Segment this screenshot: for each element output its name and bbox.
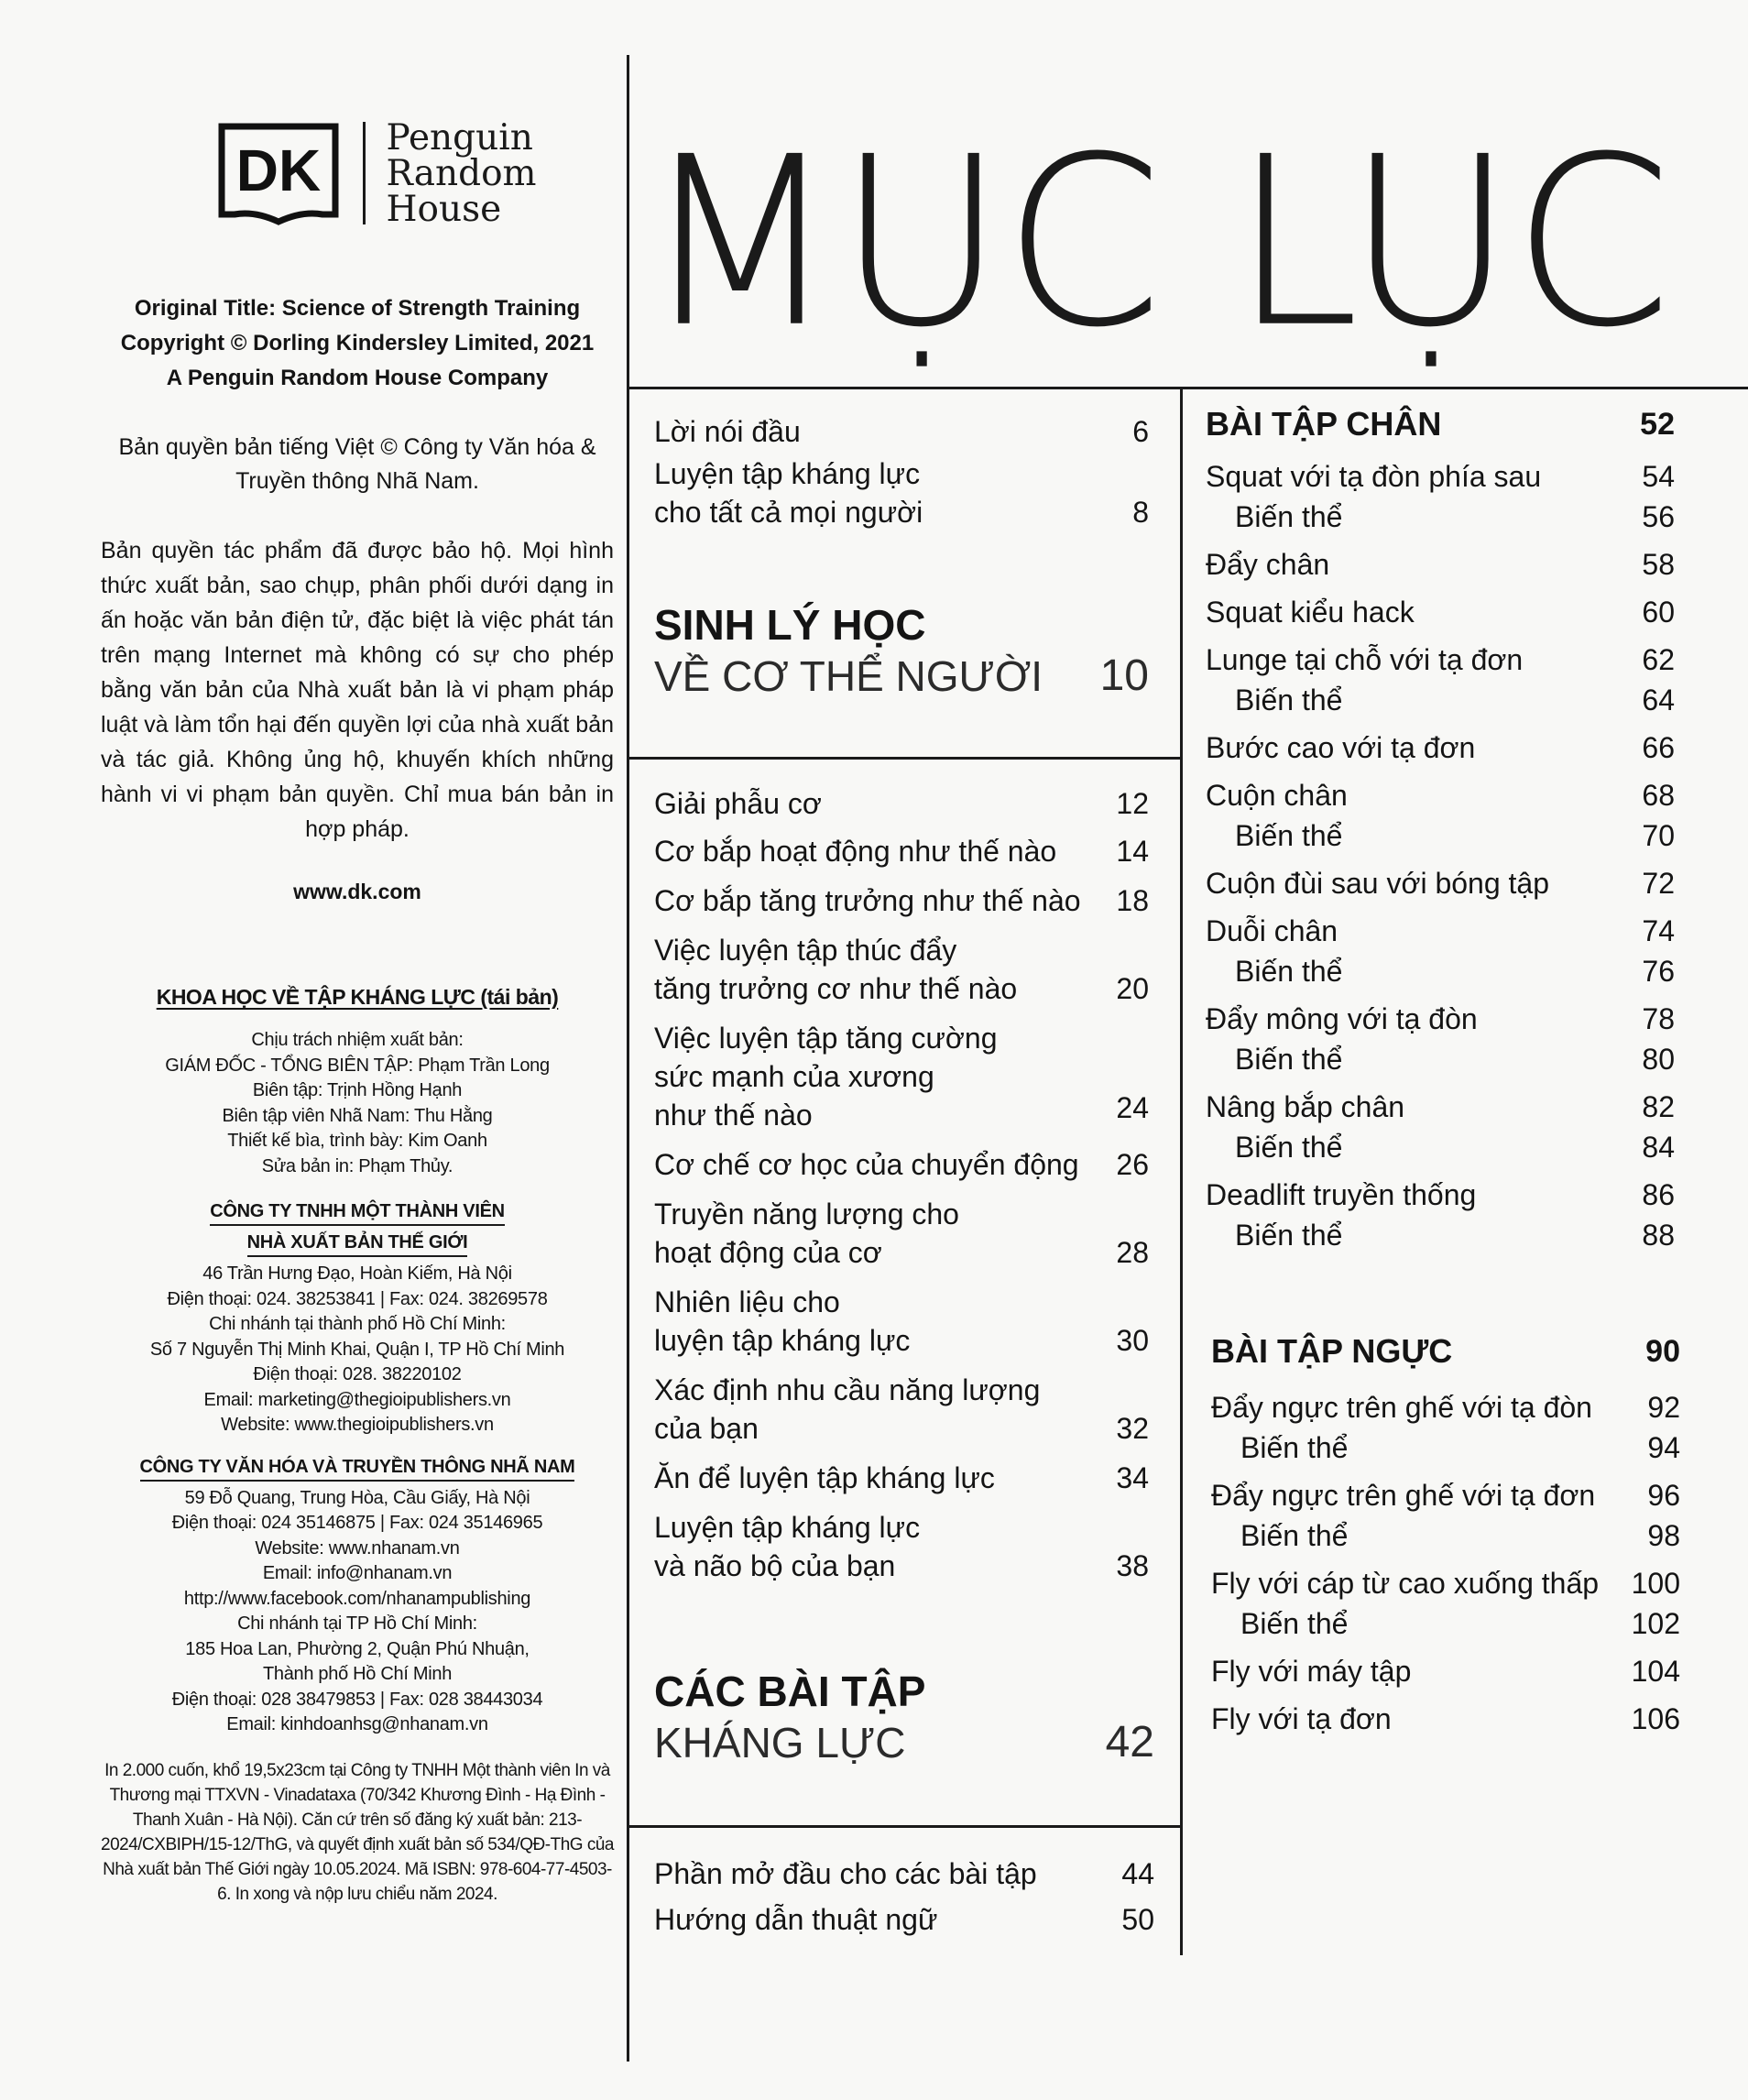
toc-entry-title: Nâng bắp chân — [1206, 1090, 1405, 1123]
vn-rights — [101, 431, 614, 498]
toc-subentry[interactable] — [1206, 817, 1675, 854]
toc-entry[interactable] — [1206, 458, 1675, 495]
toc-entry[interactable] — [1206, 865, 1675, 902]
toc-entry[interactable] — [654, 412, 1149, 451]
toc-section-resistance-exercises[interactable] — [654, 1666, 1154, 1768]
toc-subentry[interactable] — [1211, 1517, 1680, 1554]
toc-entry[interactable] — [1206, 913, 1675, 949]
toc-entry-page: 94 — [1647, 1431, 1680, 1464]
credit-line: Sửa bản in: Phạm Thủy. — [261, 1155, 453, 1176]
credit-line: GIÁM ĐỐC - TỔNG BIÊN TẬP: Phạm Trần Long — [165, 1055, 550, 1076]
toc-entry-line: Phần mở đầu cho các bài tập — [654, 1857, 1037, 1890]
publisher-line: Số 7 Nguyễn Thị Minh Khai, Quận I, TP Hồ Chí Minh — [149, 1339, 565, 1360]
section-heading-line1: SINH LÝ HỌC — [654, 601, 926, 649]
toc-entry[interactable] — [654, 1019, 1149, 1134]
toc-entry-page: 56 — [1642, 500, 1675, 533]
publisher-name-line: CÔNG TY TNHH MỘT THÀNH VIÊN — [210, 1198, 505, 1226]
vn-rights-line: Bản quyền bản tiếng Việt © Công ty Văn hóa & — [118, 434, 596, 460]
toc-section2-items — [654, 1854, 1154, 1939]
toc-entry-title: Biến thể — [1235, 1131, 1343, 1164]
toc-entry[interactable] — [654, 1145, 1149, 1184]
chapter-entry-list — [1211, 1389, 1680, 1737]
publisher-email[interactable]: Email: marketing@thegioipublishers.vn — [203, 1389, 511, 1410]
publisher-name — [101, 1196, 614, 1227]
toc-entry-line: Cơ bắp tăng trưởng như thế nào — [654, 884, 1081, 917]
toc-entry-page: 96 — [1647, 1479, 1680, 1512]
toc-entry-page: 70 — [1642, 819, 1675, 852]
publisher-line: 185 Hoa Lan, Phường 2, Quận Phú Nhuận, — [185, 1638, 530, 1659]
toc-entry-line: Việc luyện tập tăng cường — [654, 1022, 998, 1055]
toc-entry[interactable] — [654, 832, 1149, 870]
toc-entry[interactable] — [654, 1854, 1154, 1893]
logo-line: Random — [386, 152, 537, 194]
section-heading-line2: KHÁNG LỰC — [654, 1719, 906, 1766]
toc-entry-title — [654, 1019, 1085, 1134]
toc-entry-page: 28 — [1116, 1236, 1149, 1269]
toc-entry-line: Ăn để luyện tập kháng lực — [654, 1461, 995, 1494]
toc-entry-title: Biến thể — [1235, 1043, 1343, 1076]
vn-rights-line: Truyền thông Nhã Nam. — [235, 468, 479, 494]
toc-left-intro — [654, 412, 1149, 531]
credits — [101, 1028, 614, 1179]
toc-entry[interactable] — [1206, 1176, 1675, 1213]
toc-subentry[interactable] — [1206, 498, 1675, 535]
toc-entry-page: 20 — [1116, 972, 1149, 1005]
publisher-website[interactable]: Website: www.thegioipublishers.vn — [221, 1415, 494, 1435]
toc-entry-title: Fly với máy tập — [1211, 1655, 1412, 1688]
toc-entry-title — [654, 931, 1085, 1008]
original-title-info — [101, 291, 614, 396]
dk-logo-mark: DK — [236, 137, 322, 203]
chapter-heading-title: BÀI TẬP CHÂN — [1206, 405, 1442, 443]
toc-entry-title: Biến thể — [1235, 819, 1343, 852]
company-line: A Penguin Random House Company — [166, 366, 549, 390]
original-title: Original Title: Science of Strength Training — [134, 296, 581, 321]
toc-entry-page: 104 — [1631, 1655, 1680, 1688]
toc-entry-page: 64 — [1642, 684, 1675, 716]
toc-entry[interactable] — [1206, 1088, 1675, 1125]
toc-subentry[interactable] — [1211, 1429, 1680, 1466]
toc-entry-page: 84 — [1642, 1131, 1675, 1164]
toc-entry-page: 38 — [1116, 1549, 1149, 1582]
toc-entry-title — [654, 1371, 1085, 1448]
chapter-entry-list — [1206, 458, 1675, 1253]
toc-entry-page: 78 — [1642, 1002, 1675, 1035]
toc-entry[interactable] — [654, 784, 1149, 823]
toc-entry-page: 32 — [1116, 1412, 1149, 1445]
credit-line: Biên tập: Trịnh Hồng Hạnh — [252, 1080, 463, 1100]
toc-entry-page: 18 — [1116, 884, 1149, 917]
toc-subentry[interactable] — [1206, 1129, 1675, 1165]
toc-entry-page: 98 — [1647, 1519, 1680, 1552]
chapter-heading[interactable] — [1206, 403, 1675, 445]
toc-entry[interactable] — [1206, 641, 1675, 678]
toc-entry[interactable] — [1211, 1389, 1680, 1426]
copyright-line: Copyright © Dorling Kindersley Limited, 2021 — [120, 331, 595, 355]
toc-entry[interactable] — [654, 1900, 1154, 1939]
toc-entry[interactable] — [1211, 1701, 1680, 1737]
toc-entry-line: như thế nào — [654, 1099, 813, 1132]
dk-logo-icon — [214, 119, 343, 227]
logo-line: House — [386, 188, 502, 230]
toc-entry[interactable] — [654, 1283, 1149, 1360]
publisher-email[interactable]: Email: kinhdoanhsg@nhanam.vn — [226, 1714, 488, 1734]
publisher-website[interactable]: Website: www.nhanam.vn — [255, 1537, 460, 1559]
toc-entry-title — [654, 784, 1085, 823]
toc-entry-page: 34 — [1116, 1461, 1149, 1494]
section-heading — [654, 1666, 1154, 1768]
publisher-facebook[interactable]: http://www.facebook.com/nhanampublishing — [183, 1588, 531, 1609]
section-heading-line1: CÁC BÀI TẬP — [654, 1668, 926, 1715]
toc-entry-page: 76 — [1642, 955, 1675, 988]
toc-entry-title: Lunge tại chỗ với tạ đơn — [1206, 643, 1524, 676]
toc-entry-line: Lời nói đầu — [654, 415, 801, 448]
toc-entry-title: Fly với tạ đơn — [1211, 1702, 1392, 1735]
toc-entry-page: 6 — [1132, 415, 1149, 448]
publisher-line: Chi nhánh tại thành phố Hồ Chí Minh: — [209, 1314, 506, 1334]
toc-entry-title — [654, 1459, 1085, 1497]
toc-entry-title: Đẩy ngực trên ghế với tạ đơn — [1211, 1479, 1596, 1512]
toc-entry-line: Hướng dẫn thuật ngữ — [654, 1903, 938, 1936]
section-heading-row — [654, 1717, 1154, 1768]
toc-entry[interactable] — [654, 1508, 1149, 1585]
toc-subentry[interactable] — [1206, 1217, 1675, 1253]
publisher-info-nha-nam — [101, 1451, 614, 1738]
publisher-info-the-gioi — [101, 1196, 614, 1438]
publisher-details — [101, 1486, 614, 1738]
toc-entry-page: 54 — [1642, 460, 1675, 493]
section1-rule — [628, 757, 1182, 760]
toc-section1-items — [654, 784, 1149, 1585]
chapter-heading[interactable] — [1211, 1330, 1680, 1373]
logo-line: Penguin — [386, 116, 533, 159]
logo-divider — [363, 122, 366, 224]
toc-entry-page: 12 — [1116, 787, 1149, 820]
toc-entry-page: 80 — [1642, 1043, 1675, 1076]
toc-entry-title: Đẩy mông với tạ đòn — [1206, 1002, 1478, 1035]
toc-entry-line: Cơ chế cơ học của chuyển động — [654, 1148, 1079, 1181]
toc-entry-page: 86 — [1642, 1178, 1675, 1211]
toc-entry-page: 82 — [1642, 1090, 1675, 1123]
book-vn-title: KHOA HỌC VỀ TẬP KHÁNG LỰC (tái bản) — [156, 985, 559, 1009]
publisher-line: Điện thoại: 024 35146875 | Fax: 024 35146965 — [171, 1513, 543, 1533]
toc-entry-line: của bạn — [654, 1412, 759, 1445]
toc-entry[interactable] — [654, 1195, 1149, 1272]
publisher-line: Thành phố Hồ Chí Minh — [262, 1664, 453, 1684]
section-heading-line2: VỀ CƠ THỂ NGƯỜI — [654, 652, 1043, 700]
toc-entry-line: cho tất cả mọi người — [654, 496, 923, 529]
publisher-email[interactable]: Email: info@nhanam.vn — [262, 1563, 453, 1583]
toc-entry-title: Cuộn chân — [1206, 779, 1348, 812]
publisher-name-line: NHÀ XUẤT BẢN THẾ GIỚI — [247, 1230, 468, 1257]
chapter-heading-page: 52 — [1640, 407, 1675, 442]
credit-line: Chịu trách nhiệm xuất bản: — [251, 1030, 464, 1050]
toc-entry-line: Cơ bắp hoạt động như thế nào — [654, 835, 1057, 868]
toc-entry-line: Luyện tập kháng lực — [654, 1511, 921, 1544]
toc-entry-line: hoạt động của cơ — [654, 1236, 882, 1269]
toc-entry-title — [654, 1283, 1085, 1360]
chapter-heading-page: 90 — [1645, 1334, 1680, 1369]
section-page: 42 — [1105, 1718, 1154, 1766]
toc-subentry[interactable] — [1206, 1041, 1675, 1077]
legal-notice: Bản quyền tác phẩm đã được bảo hộ. Mọi hình thức xuất bản, sao chụp, phân phối dưới dạng in ấn hoặc văn bản điện tử, đặc biệt là việc phát tán trên mạng Internet mà không có sự cho phép bằng văn bản của Nhà xuất bản là vi phạm pháp luật và làm tổn hại đến quyền lợi của nhà xuất bản và tác giả. Không ủng hộ, khuyến khích những hành vi vi phạm bản quyền. Chỉ mua bán bản in hợp pháp. — [101, 538, 614, 842]
toc-entry[interactable] — [654, 881, 1149, 920]
publisher-line: 59 Đỗ Quang, Trung Hòa, Cầu Giấy, Hà Nội — [184, 1487, 530, 1508]
toc-entry-title — [654, 881, 1085, 920]
toc-column-divider — [1180, 388, 1183, 1955]
toc-entry[interactable] — [654, 1371, 1149, 1448]
publisher-logo — [137, 116, 614, 230]
publisher-line: 46 Trần Hưng Đạo, Hoàn Kiếm, Hà Nội — [202, 1263, 512, 1284]
toc-subentry[interactable] — [1206, 682, 1675, 718]
toc-entry-line: luyện tập kháng lực — [654, 1324, 911, 1357]
toc-entry-title: Cuộn đùi sau với bóng tập — [1206, 867, 1550, 900]
publisher-line: Chi nhánh tại TP Hồ Chí Minh: — [237, 1613, 477, 1634]
toc-entry-title: Squat với tạ đòn phía sau — [1206, 460, 1542, 493]
toc-entry-line: Việc luyện tập thúc đẩy — [654, 934, 957, 967]
toc-entry-page: 50 — [1121, 1903, 1154, 1936]
toc-entry-title: Biến thể — [1240, 1431, 1349, 1464]
publisher-line: Điện thoại: 024. 38253841 | Fax: 024. 38269578 — [167, 1288, 548, 1309]
toc-subentry[interactable] — [1206, 953, 1675, 990]
toc-entry-title: Duỗi chân — [1206, 914, 1338, 947]
toc-entry-title: Đẩy ngực trên ghế với tạ đòn — [1211, 1391, 1592, 1424]
toc-entry-page: 66 — [1642, 731, 1675, 764]
credit-line: Thiết kế bìa, trình bày: Kim Oanh — [227, 1131, 487, 1151]
toc-entry-title: Biến thể — [1235, 955, 1343, 988]
toc-entry-page: 102 — [1631, 1607, 1680, 1640]
toc-entry[interactable] — [654, 454, 1149, 531]
page-title: MỤC LỤC — [641, 106, 1671, 378]
toc-entry[interactable] — [654, 1459, 1149, 1497]
toc-entry-page: 106 — [1631, 1702, 1680, 1735]
toc-entry-title: Biến thể — [1240, 1607, 1349, 1640]
toc-entry[interactable] — [1211, 1565, 1680, 1602]
toc-entry[interactable] — [1211, 1653, 1680, 1690]
toc-entry-title — [654, 412, 1085, 451]
toc-entry-title: Deadlift truyền thống — [1206, 1178, 1477, 1211]
imprint-column — [101, 116, 614, 1907]
toc-subentry[interactable] — [1211, 1605, 1680, 1642]
toc-entry-title: Biến thể — [1240, 1519, 1349, 1552]
penguin-random-house-wordmark — [386, 116, 537, 230]
toc-entry-title: Bước cao với tạ đơn — [1206, 731, 1476, 764]
toc-entry[interactable] — [654, 931, 1149, 1008]
toc-entry-title — [654, 832, 1085, 870]
title-underline — [628, 387, 1748, 389]
toc-entry-title — [654, 1900, 1090, 1939]
toc-entry-title — [654, 1854, 1090, 1893]
toc-entry-title: Fly với cáp từ cao xuống thấp — [1211, 1567, 1600, 1600]
toc-entry[interactable] — [1206, 1001, 1675, 1037]
website-link[interactable]: www.dk.com — [293, 880, 421, 903]
section-page: 10 — [1099, 651, 1149, 700]
toc-entry[interactable] — [1206, 546, 1675, 583]
toc-entry-page: 60 — [1642, 596, 1675, 629]
toc-entry-page: 68 — [1642, 779, 1675, 812]
toc-entry-title: Squat kiểu hack — [1206, 596, 1415, 629]
toc-entry-page: 8 — [1132, 496, 1149, 529]
toc-entry-page: 30 — [1116, 1324, 1149, 1357]
publisher-name-line: CÔNG TY VĂN HÓA VÀ TRUYỀN THÔNG NHÃ NAM — [140, 1454, 575, 1482]
toc-entry-page: 58 — [1642, 548, 1675, 581]
toc-entry-title — [654, 454, 1085, 531]
toc-entry-page: 88 — [1642, 1219, 1675, 1252]
toc-entry-line: Truyền năng lượng cho — [654, 1198, 959, 1230]
toc-entry-line: sức mạnh của xương — [654, 1060, 934, 1093]
publisher-line: Điện thoại: 028. 38220102 — [253, 1364, 462, 1384]
toc-entry[interactable] — [1206, 594, 1675, 630]
toc-entry-line: tăng trưởng cơ như thế nào — [654, 972, 1018, 1005]
toc-entry[interactable] — [1211, 1477, 1680, 1514]
toc-chapter-legs — [1206, 403, 1675, 1264]
print-info: In 2.000 cuốn, khổ 19,5x23cm tại Công ty TNHH Một thành viên In và Thương mại TTXVN - Vinadataxa (70/342 Khương Đình - Hạ Đình - Thanh Xuân - Hà Nội). Căn cứ trên số đăng ký xuất bản: 213-2024/CXBIPH/15-12/ThG, và quyết định xuất bản số 534/QĐ-ThG của Nhà xuất bản Thế Giới ngày 10.05.2024. Mã ISBN: 978-604-77-4503-6. In xong và nộp lưu chiểu năm 2024. — [101, 1760, 614, 1904]
toc-chapter-chest — [1211, 1330, 1680, 1741]
toc-entry-page: 24 — [1116, 1091, 1149, 1124]
publisher-line: Điện thoại: 028 38479853 | Fax: 028 38443034 — [171, 1689, 543, 1710]
publisher-name — [101, 1451, 614, 1482]
publisher-details — [101, 1262, 614, 1438]
toc-entry-title — [654, 1145, 1085, 1184]
toc-section-physiology[interactable] — [654, 599, 1149, 702]
toc-entry-page: 14 — [1116, 835, 1149, 868]
toc-entry-line: Nhiên liệu cho — [654, 1285, 840, 1318]
toc-entry-title — [654, 1508, 1085, 1585]
toc-entry-page: 26 — [1116, 1148, 1149, 1181]
toc-entry-title — [654, 1195, 1085, 1272]
toc-entry-page: 62 — [1642, 643, 1675, 676]
toc-entry-title: Biến thể — [1235, 684, 1343, 716]
toc-entry-page: 72 — [1642, 867, 1675, 900]
toc-entry-line: Giải phẫu cơ — [654, 787, 822, 820]
toc-entry-page: 44 — [1121, 1857, 1154, 1890]
toc-entry-page: 92 — [1647, 1391, 1680, 1424]
toc-entry-title: Đẩy chân — [1206, 548, 1330, 581]
toc-entry-title: Biến thể — [1235, 1219, 1343, 1252]
toc-entry-page: 100 — [1631, 1567, 1680, 1600]
toc-entry[interactable] — [1206, 729, 1675, 766]
toc-entry-line: và não bộ của bạn — [654, 1549, 896, 1582]
toc-entry-line: Luyện tập kháng lực — [654, 457, 921, 490]
toc-entry-title: Biến thể — [1235, 500, 1343, 533]
section2-rule — [628, 1825, 1182, 1828]
section-heading — [654, 599, 1149, 702]
toc-entry[interactable] — [1206, 777, 1675, 814]
toc-entry-page: 74 — [1642, 914, 1675, 947]
section-heading-row — [654, 651, 1149, 702]
publisher-name — [101, 1227, 614, 1258]
main-vertical-divider — [627, 55, 629, 2062]
toc-entry-line: Xác định nhu cầu năng lượng — [654, 1373, 1041, 1406]
credit-line: Biên tập viên Nhã Nam: Thu Hằng — [222, 1105, 493, 1126]
chapter-heading-title: BÀI TẬP NGỰC — [1211, 1332, 1453, 1370]
